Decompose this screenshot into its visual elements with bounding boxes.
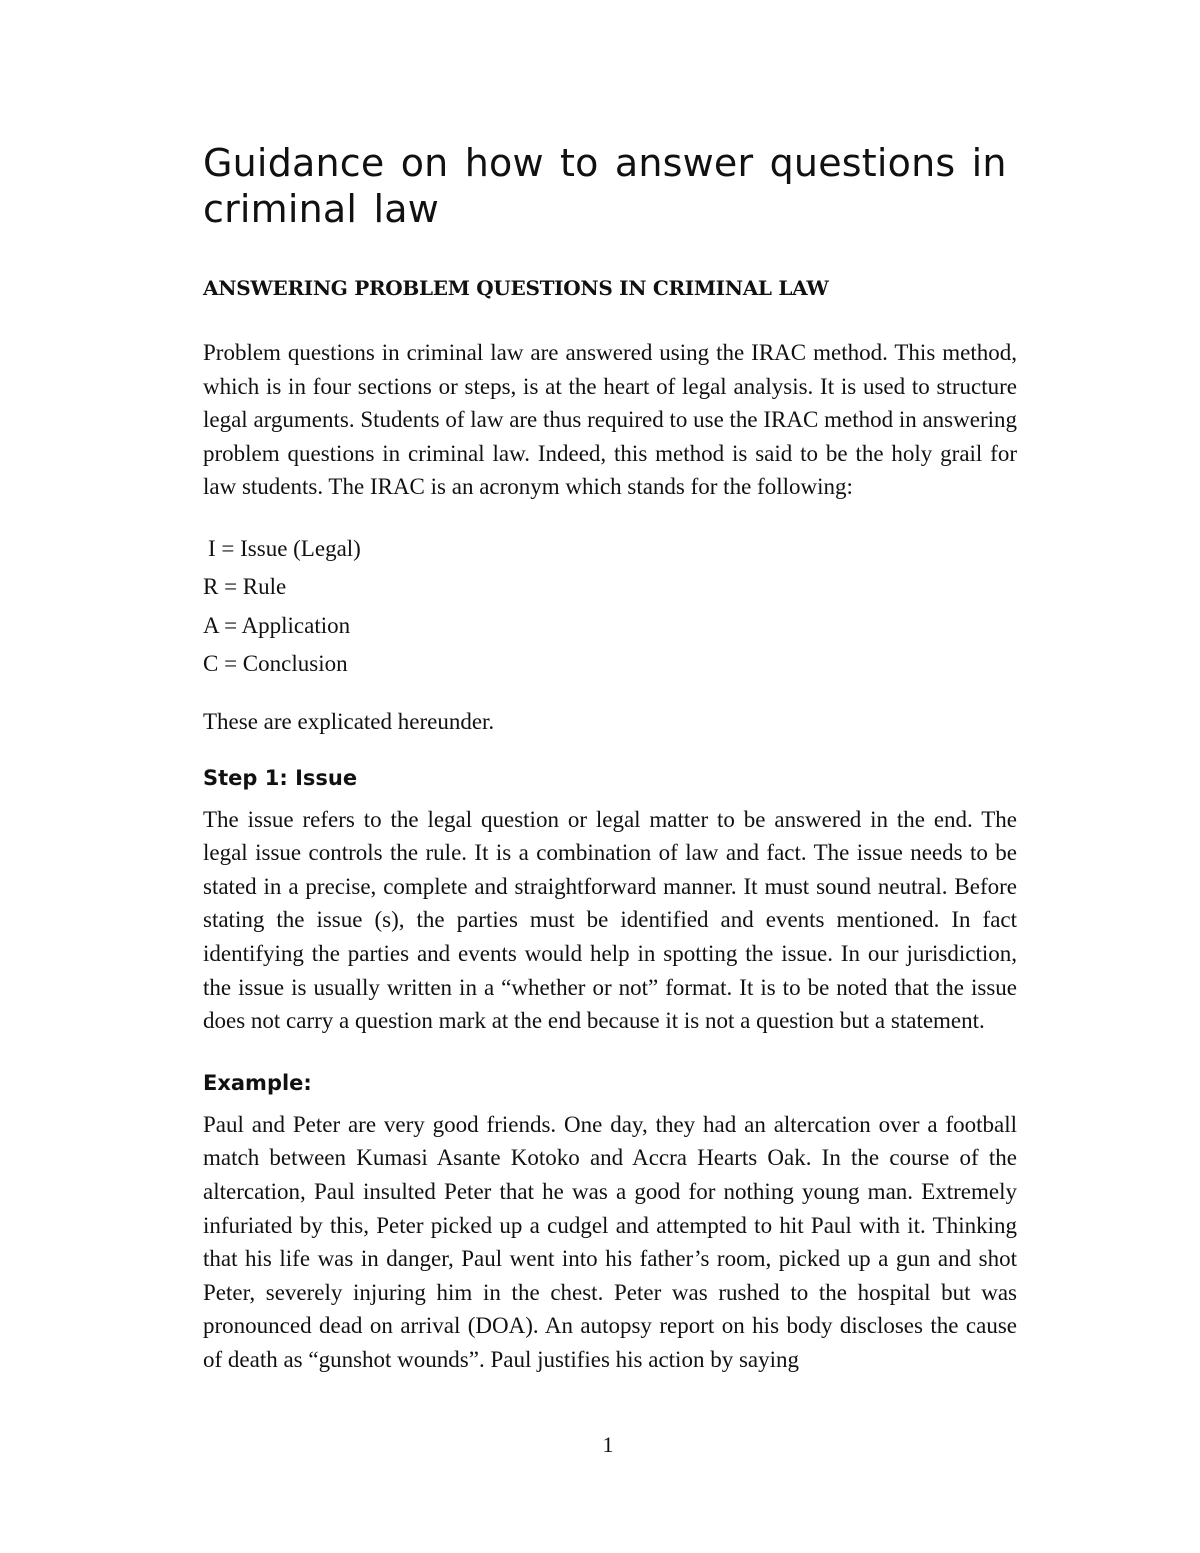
document-title: Guidance on how to answer questions in criminal law — [203, 141, 1007, 231]
irac-item-conclusion: C = Conclusion — [203, 651, 348, 677]
page-number: 1 — [602, 1432, 614, 1457]
explicated-text: These are explicated hereunder. — [203, 708, 495, 734]
page-content — [203, 140, 1017, 1376]
step1-heading: Step 1: Issue — [203, 765, 358, 790]
irac-list — [203, 530, 1017, 684]
step1-paragraph: The issue refers to the legal question or legal matter to be answered in the end. The legal issue controls the rule. It is a combination of law and fact. The issue needs to be stated in a precise, complete and straightforward manner. It must sound neutral. Before stating the issue (s), the parties must be identified and events mentioned. In fact identifying the parties and events would help in spotting the issue. In our jurisdiction, the issue is usually written in a “whether or not” format. It is to be noted that the issue does not carry a question mark at the end because it is not a question but a statement. — [203, 806, 1017, 1034]
irac-item-rule: R = Rule — [203, 574, 287, 600]
intro-paragraph: Problem questions in criminal law are answered using the IRAC method. This method, which is in four sections or steps, is at the heart of legal analysis. It is used to structure legal arguments. Students of law are thus required to use the IRAC method in answering problem questions in criminal law. Indeed, this method is said to be the holy grail for law students. The IRAC is an acronym which stands for the following: — [203, 340, 1017, 500]
irac-item-issue: I = Issue (Legal) — [208, 535, 361, 561]
section-heading: ANSWERING PROBLEM QUESTIONS IN CRIMINAL LAW — [203, 276, 829, 300]
example-paragraph: Paul and Peter are very good friends. One day, they had an altercation over a football match between Kumasi Asante Kotoko and Accra Hearts Oak. In the course of the altercation, Paul insulted Peter that he was a good for nothing young man. Extremely infuriated by this, Peter picked up a cudgel and attempted to hit Paul with it. Thinking that his life was in danger, Paul went into his father’s room, picked up a gun and shot Peter, severely injuring him in the chest. Peter was rushed to the hospital but was pronounced dead on arrival (DOA). An autopsy report on his body discloses the cause of death as “gunshot wounds”. Paul justifies his action by saying — [203, 1111, 1017, 1372]
example-heading: Example: — [203, 1070, 312, 1095]
irac-item-application: A = Application — [203, 612, 351, 638]
